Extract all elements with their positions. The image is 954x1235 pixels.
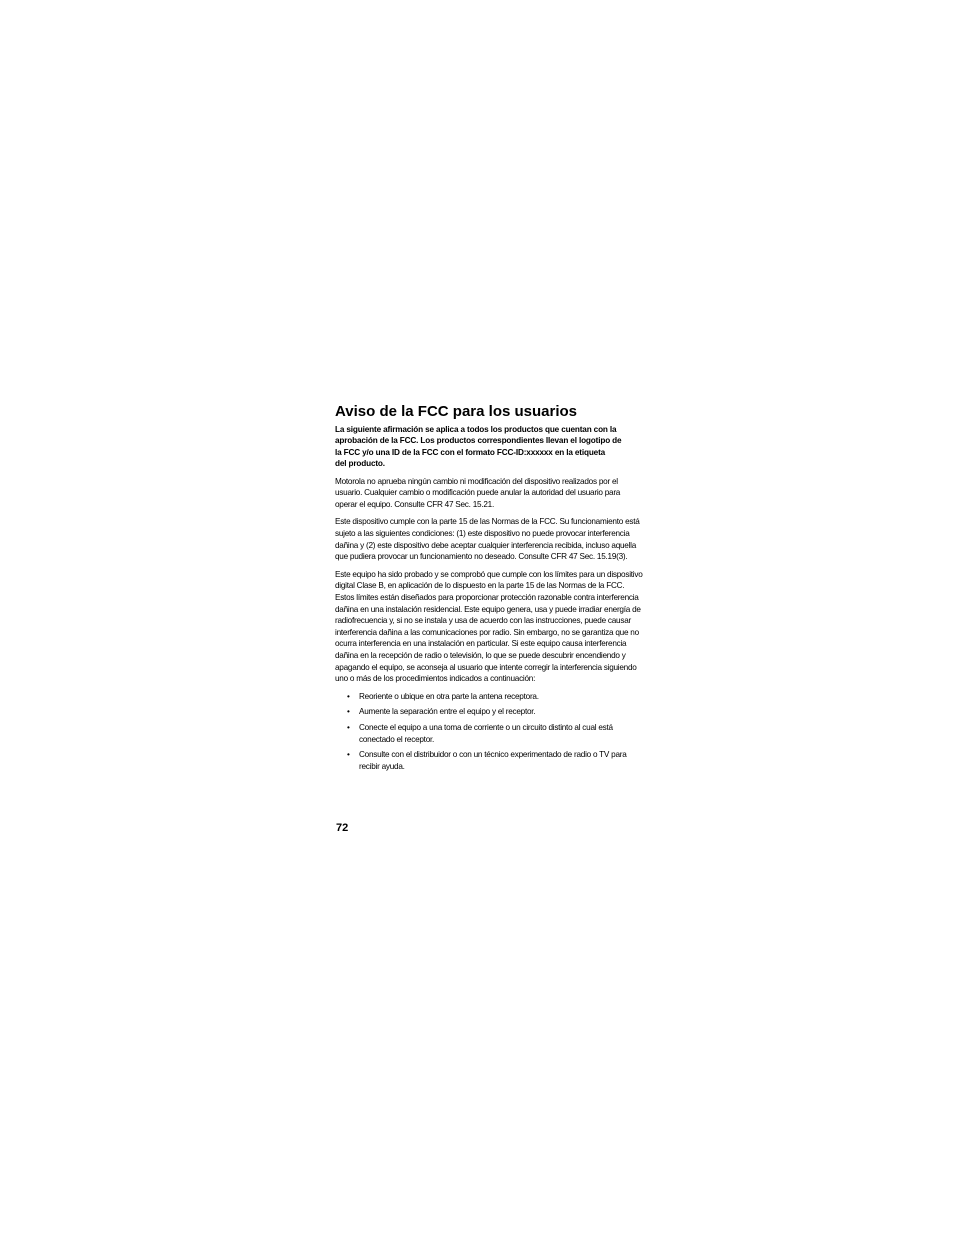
paragraph-line: interferencia dañina a las comunicaciones por radio. Sin embargo, no se garantiza que no xyxy=(335,627,639,637)
paragraph-line: digital Clase B, en aplicación de lo dispuesto en la parte 15 de las Normas de la FCC. xyxy=(335,581,625,591)
intro-line: del producto. xyxy=(335,459,385,469)
paragraph-line: Este dispositivo cumple con la parte 15 de las Normas de la FCC. Su funcionamiento está xyxy=(335,517,640,527)
list-item-text: Reoriente o ubique en otra parte la antena receptora. xyxy=(359,691,539,701)
list-item-text: Conecte el equipo a una toma de corriente o un circuito distinto al cual está xyxy=(359,722,613,732)
paragraph-line: dañina y (2) este dispositivo debe aceptar cualquier interferencia recibida, incluso aquella xyxy=(335,540,637,550)
paragraph-line: Estos límites están diseñados para proporcionar protección razonable contra interferencia xyxy=(335,592,639,602)
paragraph-line: dañina en una instalación residencial. Este equipo genera, usa y puede irradiar energía de xyxy=(335,604,641,614)
list-item xyxy=(335,722,619,745)
bullet-icon: • xyxy=(347,750,350,760)
intro-statement xyxy=(335,424,622,470)
remedy-list xyxy=(335,691,627,773)
paragraph-line: operar el equipo. Consulte CFR 47 Sec. 15.21. xyxy=(335,499,494,509)
paragraph-line: Motorola no aprueba ningún cambio ni modificación del dispositivo realizados por el xyxy=(335,476,618,486)
intro-line: la FCC y/o una ID de la FCC con el formato FCC-ID:xxxxxx en la etiqueta xyxy=(335,447,606,457)
list-item-text: recibir ayuda. xyxy=(359,761,405,771)
paragraph-line: Este equipo ha sido probado y se comprobó que cumple con los límites para un dispositivo xyxy=(335,569,643,579)
paragraph-line: sujeto a las siguientes condiciones: (1) este dispositivo no puede provocar interferencia xyxy=(335,529,630,538)
list-item xyxy=(335,749,627,772)
bullet-icon: • xyxy=(347,722,350,732)
document-body xyxy=(335,402,643,776)
paragraph-line: que pudiera provocar un funcionamiento no deseado. Consulte CFR 47 Sec. 15.19(3). xyxy=(335,552,628,562)
paragraph-class-b-limits xyxy=(335,569,643,685)
paragraph-line: dañina en la recepción de radio o televisión, lo que se puede descubrir encendiendo y xyxy=(335,650,626,660)
list-item-text: Aumente la separación entre el equipo y el receptor. xyxy=(359,707,536,717)
list-item-text: conectado el receptor. xyxy=(359,734,435,744)
bullet-icon: • xyxy=(347,691,350,701)
paragraph-line: usuario. Cualquier cambio o modificación puede anular la autoridad del usuario para xyxy=(335,488,621,498)
list-item xyxy=(335,691,619,703)
list-item-text: Consulte con el distribuidor o con un técnico experimentado de radio o TV para xyxy=(359,750,627,760)
intro-line: La siguiente afirmación se aplica a todos los productos que cuentan con la xyxy=(335,425,617,434)
list-item xyxy=(335,706,619,718)
paragraph-line: uno o más de los procedimientos indicados a continuación: xyxy=(335,674,536,684)
page-number: 72 xyxy=(336,822,349,834)
section-title: Aviso de la FCC para los usuarios xyxy=(335,403,578,420)
paragraph-line: radiofrecuencia y, si no se instala y usa de acuerdo con las instrucciones, puede causar xyxy=(335,616,631,626)
paragraph-line: ocurra interferencia en una instalación en particular. Si este equipo causa interferencia xyxy=(335,639,627,649)
intro-line: aprobación de la FCC. Los productos correspondientes llevan el logotipo de xyxy=(335,436,622,446)
bullet-icon: • xyxy=(347,707,350,717)
paragraph-line: apagando el equipo, se aconseja al usuario que intente corregir la interferencia siguiendo xyxy=(335,662,637,672)
paragraph-part15-compliance xyxy=(335,516,640,562)
paragraph-modifications xyxy=(335,476,619,511)
